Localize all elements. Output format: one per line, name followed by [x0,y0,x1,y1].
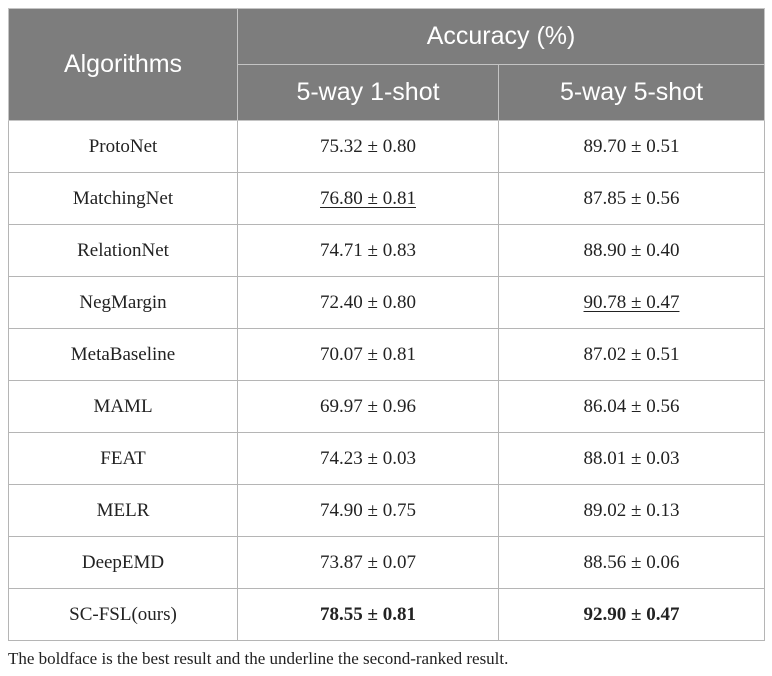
algorithm-name: RelationNet [9,225,238,277]
acc-1shot: 74.90 ± 0.75 [238,485,499,537]
results-table [8,8,765,641]
acc-5shot-best: 92.90 ± 0.47 [499,589,765,641]
algorithm-name: NegMargin [9,277,238,329]
acc-1shot: 70.07 ± 0.81 [238,329,499,381]
algorithm-name: MatchingNet [9,173,238,225]
acc-1shot: 74.71 ± 0.83 [238,225,499,277]
acc-5shot-second [499,277,765,329]
table-row-ours [9,589,765,641]
table-row [9,381,765,433]
table-footnote: The boldface is the best result and the underline the second-ranked result. [8,649,509,668]
table-row [9,329,765,381]
header-5way-1shot: 5-way 1-shot [238,65,499,121]
acc-1shot-best: 78.55 ± 0.81 [238,589,499,641]
acc-5shot: 86.04 ± 0.56 [499,381,765,433]
acc-1shot: 75.32 ± 0.80 [238,121,499,173]
acc-5shot: 88.56 ± 0.06 [499,537,765,589]
acc-5shot: 89.70 ± 0.51 [499,121,765,173]
table-row [9,485,765,537]
table-row [9,225,765,277]
table-row [9,277,765,329]
acc-5shot: 88.90 ± 0.40 [499,225,765,277]
algorithm-name: MELR [9,485,238,537]
acc-5shot: 87.85 ± 0.56 [499,173,765,225]
algorithm-name: MetaBaseline [9,329,238,381]
algorithm-name: SC-FSL(ours) [9,589,238,641]
acc-1shot-second [238,173,499,225]
algorithm-name: FEAT [9,433,238,485]
acc-5shot: 89.02 ± 0.13 [499,485,765,537]
acc-1shot: 72.40 ± 0.80 [238,277,499,329]
acc-5shot: 88.01 ± 0.03 [499,433,765,485]
underlined-value: 90.78 ± 0.47 [583,291,680,313]
acc-1shot: 73.87 ± 0.07 [238,537,499,589]
acc-1shot: 69.97 ± 0.96 [238,381,499,433]
underlined-value: 76.80 ± 0.81 [320,187,416,209]
algorithm-name: DeepEMD [9,537,238,589]
acc-5shot: 87.02 ± 0.51 [499,329,765,381]
table-row [9,537,765,589]
header-accuracy: Accuracy (%) [238,9,765,65]
table-row [9,121,765,173]
header-algorithms: Algorithms [9,9,238,121]
header-5way-5shot: 5-way 5-shot [499,65,765,121]
acc-1shot: 74.23 ± 0.03 [238,433,499,485]
table-row [9,433,765,485]
algorithm-name: MAML [9,381,238,433]
algorithm-name: ProtoNet [9,121,238,173]
table-row [9,173,765,225]
